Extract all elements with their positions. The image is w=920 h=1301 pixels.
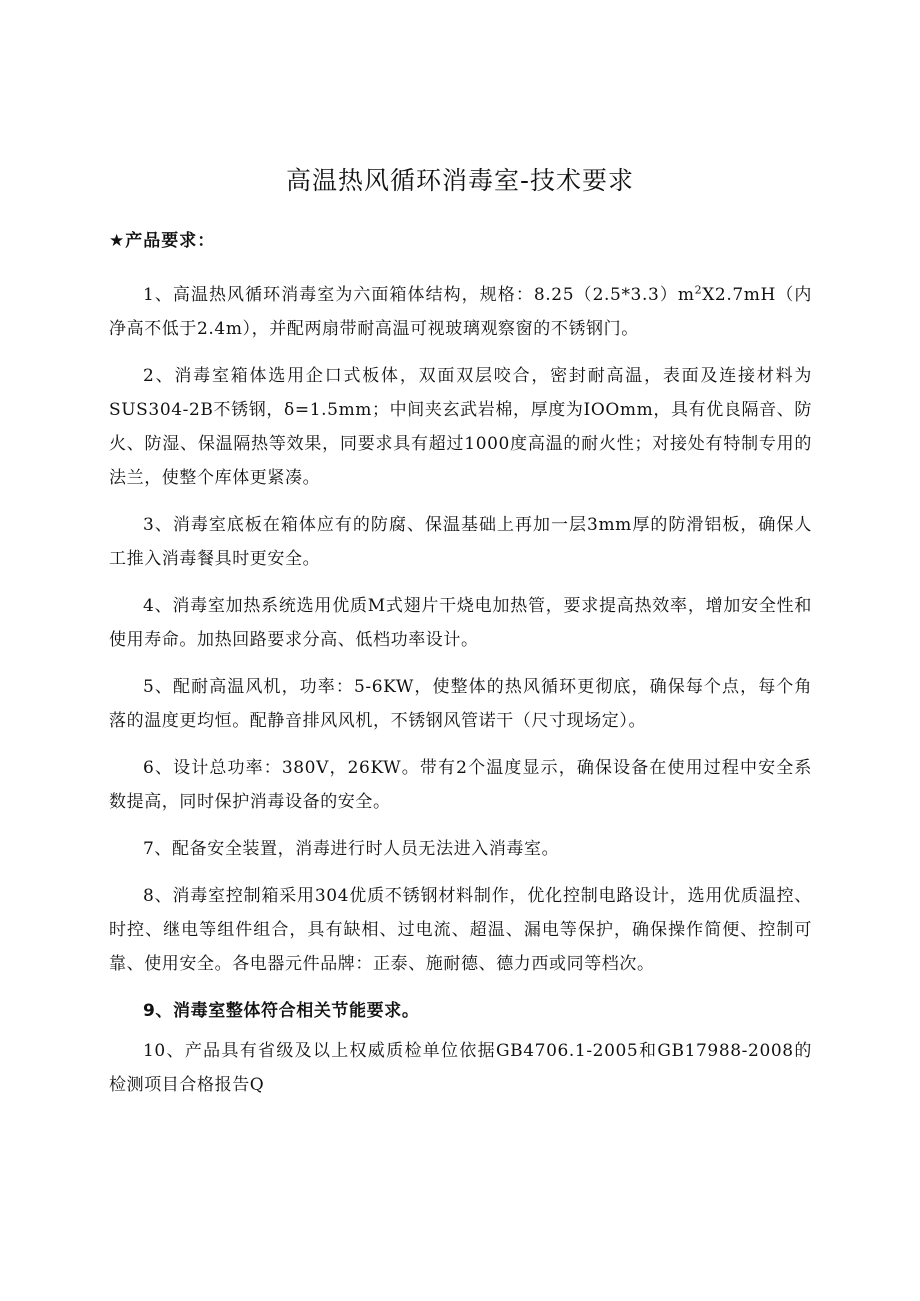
- requirement-item-9: 9、消毒室整体符合相关节能要求。: [143, 1001, 420, 1021]
- requirement-item-2: 2、消毒室箱体选用企口式板体，双面双层咬合，密封耐高温，表面及连接材料为SUS304-2B不锈钢，δ=1.5mm；中间夹玄武岩棉，厚度为IOOmm，具有优良隔音、防火、防湿、保温隔热等效果，同要求具有超过1000度高温的耐火性；对接处有特制专用的法兰，使整个库体更紧凑。: [109, 366, 812, 488]
- page-title: 高温热风循环消毒室-技术要求: [285, 165, 635, 195]
- requirement-item-1: [109, 278, 812, 346]
- requirement-item-1-text-cont: X2.7mH（内净高不低于2.4m），并配两扇带耐高温可视玻璃观察窗的不锈钢门。: [109, 285, 812, 339]
- requirement-item-7: 7、配备安全装置，消毒进行时人员无法进入消毒室。: [143, 839, 560, 859]
- superscript-2: 2: [694, 283, 703, 297]
- requirements-list: [109, 278, 812, 1102]
- requirement-item-3: 3、消毒室底板在箱体应有的防腐、保温基础上再加一层3mm厚的防滑铝板，确保人工推入消毒餐具时更安全。: [109, 515, 812, 569]
- requirement-item-8: 8、消毒室控制箱采用304优质不锈钢材料制作，优化控制电路设计，选用优质温控、时控、继电等组件组合，具有缺相、过电流、超温、漏电等保护，确保操作简便、控制可靠、使用安全。各电器元件品牌：正泰、施耐德、德力西或同等档次。: [109, 886, 812, 974]
- requirement-item-4: 4、消毒室加热系统选用优质M式翅片干烧电加热管，要求提高热效率，增加安全性和使用寿命。加热回路要求分高、低档功率设计。: [109, 596, 812, 650]
- requirement-item-5: 5、配耐高温风机，功率：5-6KW，使整体的热风循环更彻底，确保每个点，每个角落的温度更均恒。配静音排风风机，不锈钢风管诺干（尺寸现场定）。: [109, 677, 812, 731]
- requirement-item-1-text: 1、高温热风循环消毒室为六面箱体结构，规格：8.25（2.5*3.3）m: [143, 285, 695, 305]
- requirement-item-6: 6、设计总功率：380V，26KW。带有2个温度显示，确保设备在使用过程中安全系数提高，同时保护消毒设备的安全。: [109, 758, 812, 812]
- section-heading: ★产品要求：: [109, 231, 216, 251]
- requirement-item-10: 10、产品具有省级及以上权威质检单位依据GB4706.1-2005和GB17988-2008的检测项目合格报告Q: [109, 1041, 812, 1095]
